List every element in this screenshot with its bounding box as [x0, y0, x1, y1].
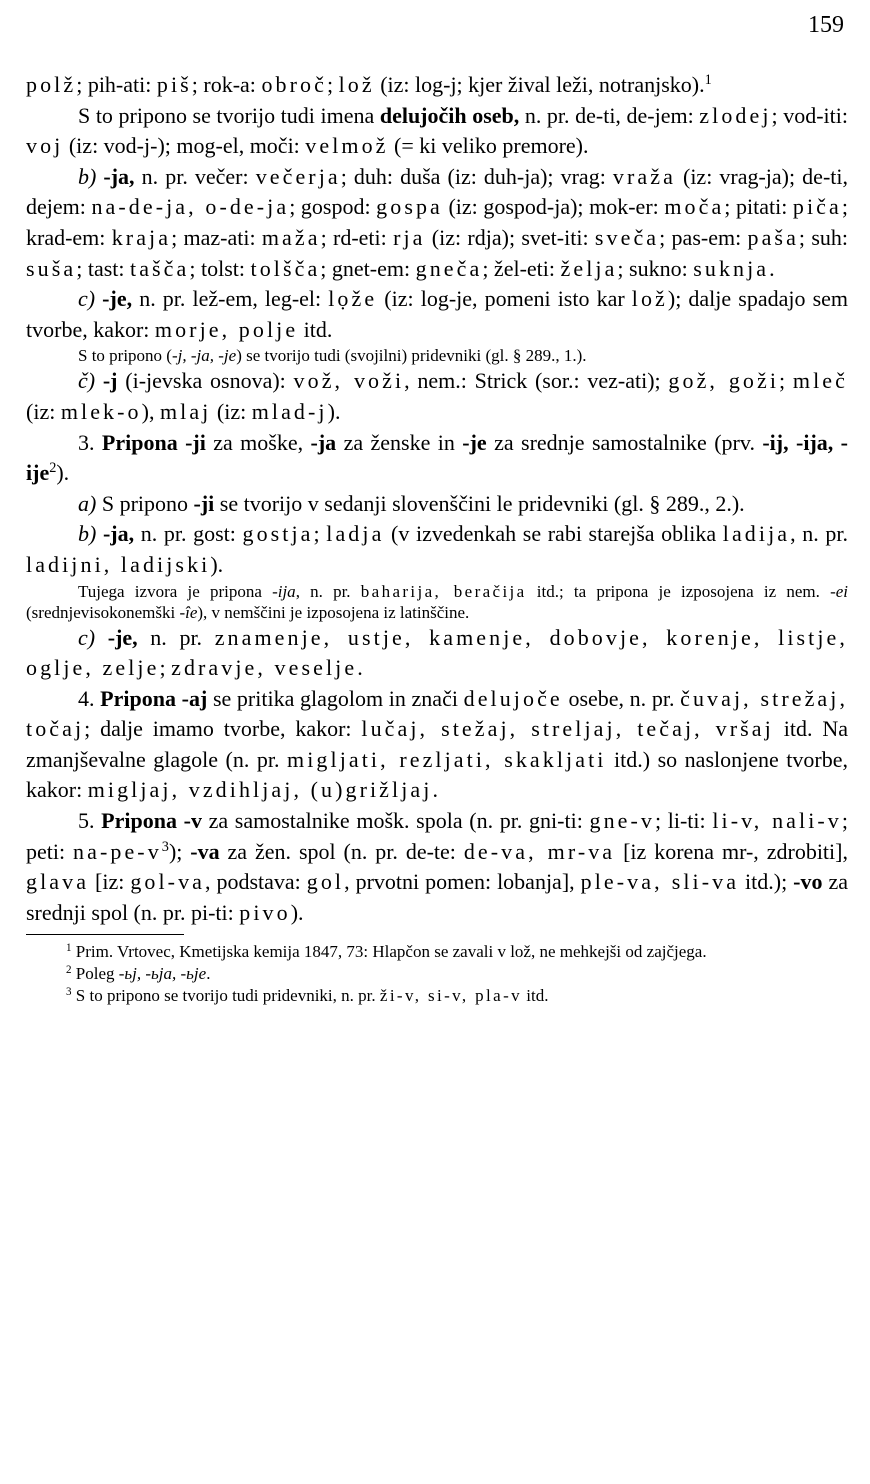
footnote-ref: 3	[161, 838, 169, 855]
text-span: ; rok-a:	[191, 72, 262, 97]
text-span: ladija	[722, 521, 791, 547]
text-span: tašča	[130, 255, 190, 281]
text-span: S to pripono se tvorijo tudi imena	[78, 102, 380, 128]
footnote-text: S to pripono se tvorijo tudi pridevniki, n. pr.	[71, 986, 380, 1006]
text-span: (i-jevska osnova):	[117, 368, 294, 394]
note-tujega-izvora	[26, 581, 848, 623]
item-letter: b)	[78, 163, 97, 189]
text-span: lučaj, stežaj, streljaj, tečaj, vršaj	[361, 716, 774, 742]
text-span: ; žel-eti:	[482, 255, 561, 281]
item-letter: a)	[78, 490, 97, 516]
text-span: tolšča	[250, 255, 321, 281]
text-span: ) se tvorijo tudi (svojilni) pridevniki (gl. § 289., 1.).	[236, 346, 587, 366]
text-span: mleč	[792, 368, 848, 394]
text-span: paša	[747, 224, 799, 250]
footnote-text: Poleg	[71, 964, 119, 984]
text-span: morje, polje	[154, 316, 299, 342]
text-span: maža	[261, 224, 321, 250]
text-span: suša	[26, 255, 77, 281]
text-span: piča	[792, 194, 842, 220]
text-span: .	[432, 777, 438, 803]
section-number: 4.	[78, 685, 101, 711]
text-span: ; pih-ati:	[76, 72, 157, 97]
emphasis: -ja,	[96, 521, 135, 547]
text-span: ;	[326, 72, 339, 97]
text-span: [iz:	[89, 869, 131, 895]
text-span: suknja	[693, 255, 770, 281]
text-span: ;	[779, 368, 793, 394]
text-span: (v izvedenkah se rabi starejša oblika	[384, 521, 723, 547]
text-span: se tvorijo v sedanji slovenščini le pridevniki (gl. § 289., 2.).	[214, 490, 745, 516]
text-span: polž	[26, 72, 77, 97]
text-span: gož, goži	[668, 368, 780, 394]
text-span: mlad-j	[251, 398, 328, 424]
text-span: gol-va	[130, 869, 205, 895]
text-span: itd.	[298, 316, 333, 342]
text-span: , podstava:	[205, 869, 307, 895]
text-span: ).	[290, 899, 304, 925]
footnote-ref: 2	[49, 460, 57, 477]
paragraph-c-caron-j	[26, 366, 848, 427]
text-span: n. pr. večer:	[134, 163, 256, 189]
text-span: ; suh:	[798, 224, 849, 250]
emphasis: delujočih oseb,	[379, 102, 520, 128]
text-span: Tujega izvora je pripona	[78, 581, 273, 601]
text-span: ).	[210, 551, 224, 577]
text-span: (iz:	[211, 398, 252, 424]
text-span: delujoče	[463, 685, 563, 711]
section-4	[26, 684, 848, 806]
section-number: 3.	[78, 429, 102, 455]
paragraph-delujocih-oseb	[26, 101, 848, 162]
footnote-mark: 2	[66, 964, 72, 977]
text-span: de-va, mr-va	[463, 838, 616, 864]
text-span: ; pas-em:	[659, 224, 748, 250]
footnote-2	[26, 963, 848, 985]
text-span: ), v nemščini je izposojena iz latinščine.	[197, 602, 470, 622]
text-span: ; krad-em:	[26, 194, 848, 250]
emphasis: -ja	[310, 429, 337, 455]
text-span: rja	[393, 224, 426, 250]
footnote-mark: 1	[66, 942, 72, 955]
text-span: .	[769, 255, 775, 281]
text-span: obroč	[261, 72, 327, 97]
footnote-text: Prim. Vrtovec, Kmetijska kemija 1847, 73: Hlapčon se zavali v lož, ne mehkejši od zajčjega.	[71, 942, 707, 962]
section-5	[26, 806, 848, 928]
text-span: [iz korena mr-, zdrobiti],	[615, 838, 848, 864]
text-span: na-pe-v	[73, 838, 162, 864]
section-title: Pripona -aj	[100, 685, 208, 711]
text-span: );	[168, 838, 191, 864]
text-span: ladja	[326, 521, 385, 547]
text-span: ;	[159, 655, 172, 681]
footnote-text: itd.	[522, 986, 549, 1006]
footnote-divider	[26, 934, 184, 935]
footnote-text: .	[206, 964, 211, 984]
text-span: na-de-ja, o-de-ja	[91, 194, 290, 220]
text-span: osebe, n. pr.	[562, 685, 681, 711]
text-span: ; tolst:	[189, 255, 251, 281]
text-span: mlek-o	[60, 398, 142, 424]
text-span: itd.);	[739, 869, 794, 895]
text-span: zdravje, veselje	[171, 655, 358, 681]
text-span: , n. pr.	[790, 521, 848, 547]
footnote-mark: 3	[66, 986, 72, 999]
text-span: (= ki veliko premore).	[388, 133, 589, 159]
text-span: za žen. spol (n. pr. de-te:	[219, 838, 464, 864]
text-span: S to pripono (	[78, 346, 172, 366]
text-span: sveča	[594, 224, 660, 250]
text-span: .	[357, 655, 363, 681]
text-span: ),	[141, 398, 160, 424]
suffix-italic: -j, -ja, -je	[171, 346, 237, 366]
text-span: ; dalje imamo tvorbe, kakor:	[84, 716, 362, 742]
text-span: ; duh: duša (iz: duh-ja); vrag:	[340, 163, 613, 189]
text-span: želja	[560, 255, 618, 281]
text-span: ; gospod:	[289, 194, 377, 220]
text-span: ; pitati:	[724, 194, 793, 220]
text-span: ; li-ti:	[654, 808, 713, 834]
text-span: (iz: vod-j-); mog-el, moči:	[63, 133, 306, 159]
text-span: , n. pr.	[295, 581, 361, 601]
paragraph-b-ja	[26, 162, 848, 284]
text-span: za samostalnike mošk. spola (n. pr. gni-ti:	[201, 808, 590, 834]
paragraph-c-je	[26, 284, 848, 345]
text-span: za srednji spol (n. pr. pi-ti:	[26, 869, 848, 925]
text-span: itd. Na zmanjševalne glagole (n. pr.	[26, 716, 848, 772]
text-span: (iz: log-je, pomeni isto kar	[377, 286, 632, 312]
text-span: zlodej	[699, 102, 772, 128]
text-span: se pritika glagolom in znači	[207, 685, 464, 711]
emphasis: -ij, -ija, -ije	[26, 429, 848, 486]
footnote-3	[26, 985, 848, 1007]
text-span: ;	[313, 521, 327, 547]
item-letter: b)	[78, 521, 97, 547]
text-span: glava	[26, 869, 90, 895]
text-span: lož	[631, 286, 668, 312]
text-span: n. pr. gost:	[134, 521, 243, 547]
text-span: lož	[338, 72, 375, 97]
text-span: čuvaj, strežaj, točaj	[26, 685, 849, 742]
text-span: migljati, rezljati, skakljati	[287, 746, 607, 772]
footnote-ref: 1	[704, 72, 712, 89]
text-span: gne-v	[589, 808, 655, 834]
text-span: pivo	[239, 899, 291, 925]
paragraph-c-je-2	[26, 623, 848, 684]
text-span: (iz:	[26, 398, 61, 424]
text-span: n. pr.	[137, 624, 215, 650]
text-span: (iz: rdja); svet-iti:	[425, 224, 595, 250]
text-span: , nem.: Strick (sor.: vez-ati);	[404, 368, 669, 394]
text-span: ple-va, sli-va	[580, 869, 740, 895]
text-span: za moške,	[205, 429, 311, 455]
text-span: ladijni, ladijski	[26, 551, 211, 577]
emphasis: -je,	[95, 286, 133, 312]
item-letter: č)	[78, 368, 96, 394]
text-span: ; rd-eti:	[320, 224, 394, 250]
paragraph-a-ji	[26, 489, 848, 520]
text-span: ; gnet-em:	[320, 255, 416, 281]
text-span: za ženske in	[336, 429, 463, 455]
note-svojilni-pridevniki	[26, 345, 848, 366]
text-span: ).	[327, 398, 341, 424]
text-span: gneča	[415, 255, 483, 281]
page-number: 159	[808, 12, 844, 38]
text-span: , prvotni pomen: lobanja],	[344, 869, 581, 895]
suffix-italic: -îe	[179, 602, 198, 622]
text-span: ).	[56, 460, 70, 486]
emphasis: -j	[95, 368, 118, 394]
footnote-text: ži-v, si-v, pla-v	[379, 986, 523, 1006]
text-span: (iz: gospod-ja); mok-er:	[442, 194, 665, 220]
paragraph-b-ja-2	[26, 519, 848, 580]
section-title: Pripona -v	[101, 808, 202, 834]
text-span: kraja	[111, 224, 172, 250]
text-span: ; tast:	[76, 255, 130, 281]
text-span: (iz: vrag-ja); de-ti, dejem:	[26, 163, 848, 220]
text-span: S pripono	[96, 490, 194, 516]
text-span: za srednje samostalnike (prv.	[486, 429, 763, 455]
text-span: ); dalje spadajo sem tvorbe, kakor:	[26, 286, 849, 342]
text-span: gospa	[376, 194, 443, 220]
emphasis: -je	[462, 429, 487, 455]
text-span: gostja	[242, 521, 314, 547]
text-span: (srednjevisokonemški	[26, 602, 180, 622]
page-body	[26, 70, 848, 1007]
item-letter: c)	[78, 624, 96, 650]
text-span: (iz: log-j; kjer žival leži, notranjsko).	[374, 72, 705, 97]
text-span: vraža	[612, 163, 676, 189]
text-span: mlaj	[159, 398, 212, 424]
text-span: baharija, beračija	[360, 581, 527, 601]
text-span: li-v, nali-v	[712, 808, 842, 834]
footnote-1	[26, 941, 848, 963]
text-span: ; peti:	[26, 808, 848, 864]
text-span: n. pr. lež-em, leg-el:	[132, 286, 329, 312]
section-title: Pripona -ji	[101, 429, 206, 455]
emphasis: -ji	[193, 490, 215, 516]
text-span: ; vod-iti:	[771, 102, 848, 128]
paragraph-polz	[26, 70, 848, 101]
text-span: gol	[306, 869, 345, 895]
section-number: 5.	[78, 808, 102, 834]
text-span: ; maz-ati:	[171, 224, 262, 250]
suffix-italic: -ija	[272, 581, 296, 601]
text-span: znamenje, ustje, kamenje, dobovje, korenje, listje, oglje, zelje	[26, 624, 848, 681]
text-span: itd.; ta pripona je izposojena iz nem.	[526, 581, 831, 601]
emphasis: -vo	[793, 869, 823, 895]
suffix-italic: -ьj, -ьja, -ьje	[118, 964, 207, 984]
text-span: migljaj, vzdihljaj, (u)grižljaj	[87, 777, 433, 803]
text-span: voj	[26, 133, 64, 159]
text-span: itd.) so naslonjene tvorbe, kakor:	[26, 746, 848, 803]
item-letter: c)	[78, 286, 96, 312]
text-span: moča	[664, 194, 725, 220]
emphasis: -je,	[95, 624, 138, 650]
emphasis: -va	[190, 838, 220, 864]
text-span: ; sukno:	[617, 255, 694, 281]
text-span: večerja	[255, 163, 341, 189]
text-span: lọže	[328, 286, 378, 312]
emphasis: -ja,	[96, 163, 135, 189]
suffix-italic: -ei	[830, 581, 848, 601]
text-span: piš	[156, 72, 192, 97]
text-span: velmož	[305, 133, 389, 159]
section-3-heading	[26, 428, 848, 489]
text-span: n. pr. de-ti, de-jem:	[519, 102, 700, 128]
text-span: vož, voži	[293, 368, 405, 394]
